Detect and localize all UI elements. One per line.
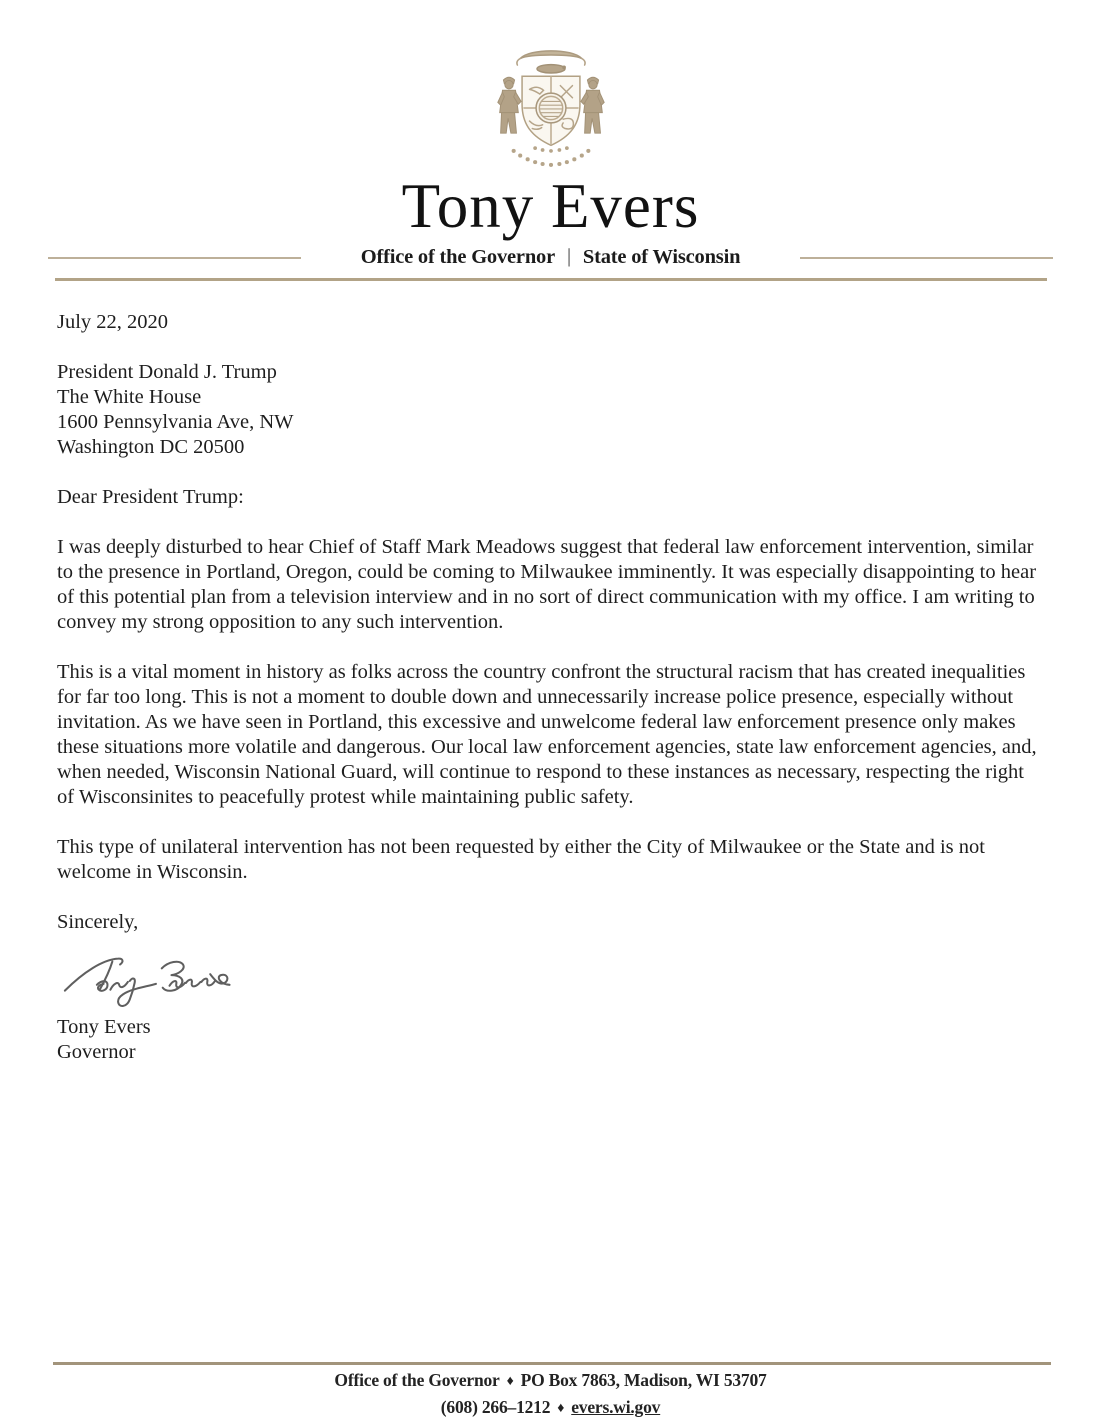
letter-date: July 22, 2020 [57,311,169,333]
footer-contact-line [0,1395,1101,1418]
header-rule-left [48,257,301,259]
header-rule-right [800,257,1053,259]
subtitle-state: State of Wisconsin [582,246,741,268]
signature-image [59,948,249,1010]
signer-block [57,1015,1045,1065]
footer-rule [53,1362,1051,1365]
footer [0,1362,1101,1418]
signer-title: Governor [57,1041,136,1063]
recipient-address [57,360,1045,460]
footer-address: PO Box 7863, Madison, WI 53707 [520,1370,767,1390]
diamond-icon: ♦ [557,1401,565,1416]
recipient-line: Washington DC 20500 [57,436,245,458]
recipient-line: 1600 Pennsylvania Ave, NW [57,411,294,433]
letter-body [0,310,1101,1065]
body-paragraph: I was deeply disturbed to hear Chief of Staff Mark Meadows suggest that federal law enforcement intervention, similar to the presence in Portland, Oregon, could be coming to Milwaukee imminently. It was especially disappointing to hear of this potential plan from a television interview and in no sort of direct communication with my office. I am writing to convey my strong opposition to any such intervention. [57,536,1037,633]
body-paragraph: This is a vital moment in history as folks across the country confront the structural racism that has created inequalities for far too long. This is not a moment to double down and unnecessarily increase police presence, especially without invitation. As we have seen in Portland, this excessive and unwelcome federal law enforcement presence only makes these situations more volatile and dangerous. Our local law enforcement agencies, state law enforcement agencies, and, when needed, Wisconsin National Guard, will continue to respond to these instances as necessary, respecting the right of Wisconsinites to peacefully protest while maintaining public safety. [57,661,1037,808]
letterhead [0,42,1101,281]
subtitle-office: Office of the Governor [360,246,555,268]
footer-address-line [0,1368,1101,1395]
diamond-icon: ♦ [506,1374,514,1389]
footer-website-link[interactable]: evers.wi.gov [571,1397,661,1417]
closing-line: Sincerely, [57,911,139,933]
body-paragraph: This type of unilateral intervention has not been requested by either the City of Milwaukee or the State and is not welcome in Wisconsin. [57,836,985,883]
subtitle-divider: | [566,245,571,267]
letterhead-subtitle-row [0,246,1101,269]
letterhead-subtitle [361,246,741,269]
footer-phone: (608) 266–1212 [440,1397,551,1417]
salutation: Dear President Trump: [57,486,244,508]
recipient-line: The White House [57,386,202,408]
footer-office: Office of the Governor [334,1370,500,1390]
signer-name: Tony Evers [57,1016,151,1038]
wisconsin-crest-icon [481,42,621,174]
letterhead-title: Tony Evers [401,171,700,241]
recipient-line: President Donald J. Trump [57,361,277,383]
header-rule-full [55,278,1047,281]
